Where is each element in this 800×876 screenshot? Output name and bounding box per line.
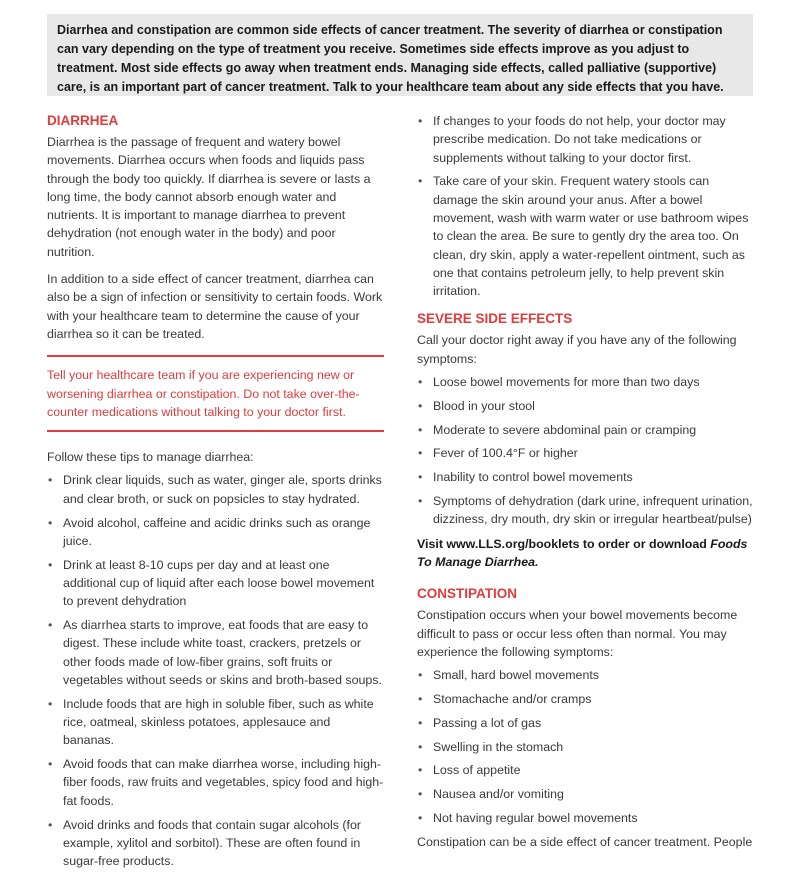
callout-text: Tell your healthcare team if you are experiencing new or worsening diarrhea or constipation. Do not take over-the-counter medications without talking to your doctor first. — [47, 368, 360, 419]
list-item: • Stomachache and/or cramps — [417, 690, 757, 708]
visit-text: Visit www.LLS.org/booklets to order or download — [417, 536, 711, 551]
list-item: • Loose bowel movements for more than two days — [417, 373, 757, 391]
callout-box — [47, 355, 384, 432]
left-column — [47, 112, 384, 876]
constipation-tail: Constipation can be a side effect of cancer treatment. People — [417, 834, 753, 849]
constipation-heading: CONSTIPATION — [417, 586, 517, 602]
list-item: • Passing a lot of gas — [417, 714, 757, 732]
diarrhea-heading: DIARRHEA — [47, 113, 119, 128]
list-item: • Avoid alcohol, caffeine and acidic drinks such as orange juice. — [47, 514, 384, 551]
list-item: • Symptoms of dehydration (dark urine, infrequent urination, dizziness, dry mouth, dry skin or irregular heartbeat/pulse) — [417, 492, 757, 529]
booklet-title: Foods To Manage Diarrhea. — [417, 536, 748, 569]
list-item: • Take care of your skin. Frequent watery stools can damage the skin around your anus. After a bowel movement, wash with warm water or use bathroom wipes to clean the area. Be sure to gently dry the area too. On clean, dry skin, apply a water-repellent ointment, such as one that contains petroleum jelly, to help prevent skin irritation. — [417, 172, 757, 300]
constipation-intro: Constipation occurs when your bowel movements become difficult to pass or occur less often than normal. You may experience the following symptoms: — [417, 608, 738, 659]
severe-symptoms-list — [417, 373, 757, 529]
diarrhea-paragraph-1: Diarrhea is the passage of frequent and watery bowel movements. Diarrhea occurs when foods and liquids pass through the body too quickly. If diarrhea is severe or lasts a long time, the body cannot absorb enough water and nutrients. It is important to manage diarrhea to prevent dehydration (not enough water in the body) and poor nutrition. — [47, 135, 371, 259]
constipation-symptoms-list — [417, 666, 757, 827]
right-column — [417, 112, 757, 851]
list-item: • Avoid drinks and foods that contain sugar alcohols (for example, xylitol and sorbitol). These are often found in sugar-free products. — [47, 816, 384, 871]
list-item: • Nausea and/or vomiting — [417, 785, 757, 803]
list-item: • Small, hard bowel movements — [417, 666, 757, 684]
list-item: • Inability to control bowel movements — [417, 468, 757, 486]
tips-intro: Follow these tips to manage diarrhea: — [47, 450, 254, 465]
list-item: • Avoid foods that can make diarrhea worse, including high-fiber foods, raw fruits and vegetables, spicy food and high-fat foods. — [47, 755, 384, 810]
list-item: • As diarrhea starts to improve, eat foods that are easy to digest. These include white toast, crackers, pretzels or other foods made of low-fiber grains, soft fruits or vegetables without seeds or skins and broth-based soups. — [47, 616, 384, 689]
list-item: • Swelling in the stomach — [417, 738, 757, 756]
list-item: • Drink at least 8-10 cups per day and at least one additional cup of liquid after each loose bowel movement to prevent dehydration — [47, 556, 384, 611]
list-item: • Fever of 100.4°F or higher — [417, 444, 757, 462]
list-item: • If changes to your foods do not help, your doctor may prescribe medication. Do not take medications or supplements without talking to your doctor first. — [417, 112, 757, 167]
booklet-link-text — [417, 535, 757, 572]
intro-summary: Diarrhea and constipation are common side effects of cancer treatment. The severity of diarrhea or constipation can vary depending on the type of treatment you receive. Sometimes side effects improve as you adjust to treatment. Most side effects go away when treatment ends. Managing side effects, called palliative (supportive) care, is an important part of cancer treatment. Talk to your healthcare team about any side effects that you have. — [47, 14, 753, 96]
list-item: • Drink clear liquids, such as water, ginger ale, sports drinks and clear broth, or suck on popsicles to stay hydrated. — [47, 471, 384, 508]
list-item: • Blood in your stool — [417, 397, 757, 415]
diarrhea-paragraph-2: In addition to a side effect of cancer treatment, diarrhea can also be a sign of infection or sensitivity to certain foods. Work with your healthcare team to determine the cause of your diarrhea so it can be treated. — [47, 272, 383, 341]
list-item: • Not having regular bowel movements — [417, 809, 757, 827]
diarrhea-tips-list — [47, 471, 384, 870]
list-item: • Include foods that are high in soluble fiber, such as white rice, oatmeal, skinless potatoes, applesauce and bananas. — [47, 695, 384, 750]
diarrhea-tips-continued — [417, 112, 757, 300]
list-item: • Moderate to severe abdominal pain or cramping — [417, 421, 757, 439]
list-item: • Loss of appetite — [417, 761, 757, 779]
severe-side-effects-heading: SEVERE SIDE EFFECTS — [417, 311, 573, 327]
severe-intro: Call your doctor right away if you have any of the following symptoms: — [417, 333, 737, 366]
